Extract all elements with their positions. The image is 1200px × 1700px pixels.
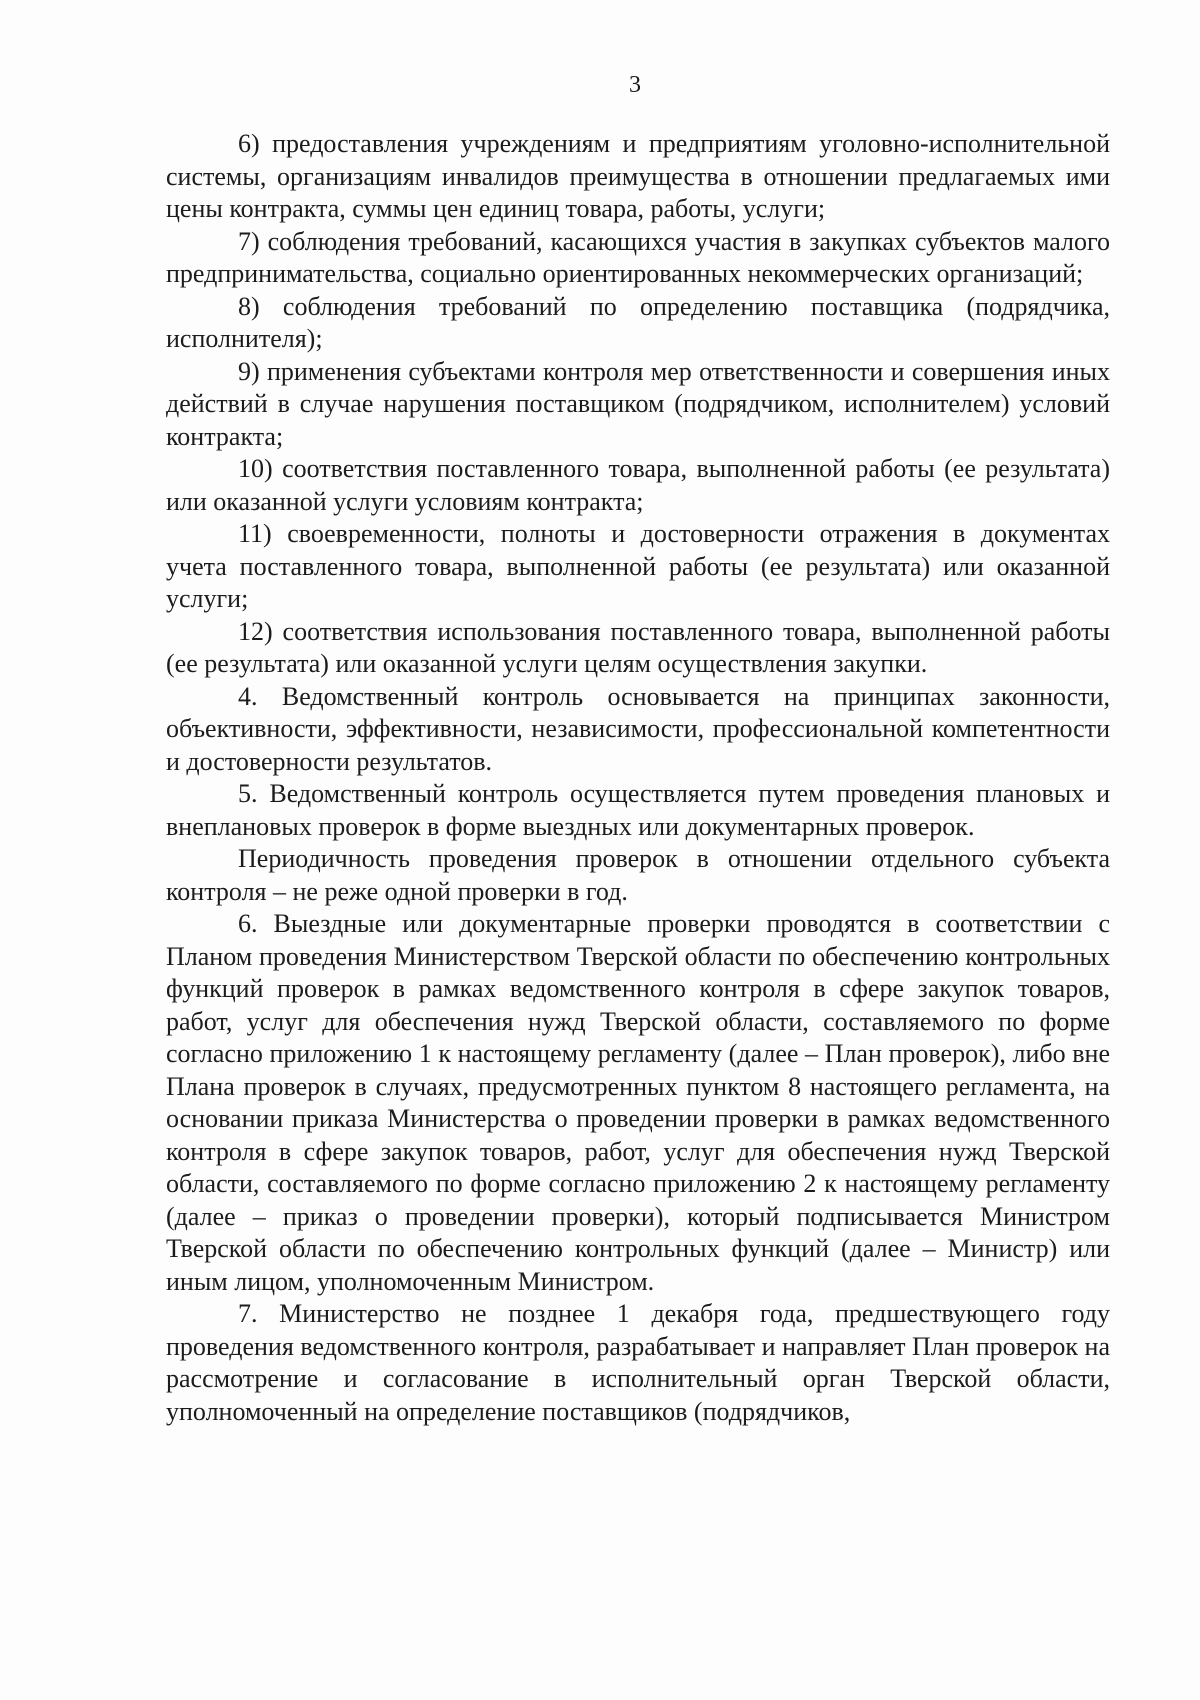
paragraph-item-11: 11) своевременности, полноты и достоверности отражения в документах учета поставленного товара, выполненной работы (ее результата) или оказанной услуги;	[166, 519, 1110, 613]
paragraph-clause-7: 7. Министерство не позднее 1 декабря года, предшествующего году проведения ведомственного контроля, разрабатывает и направляет План проверок на рассмотрение и согласование в исполнительный орган Тверской области, уполномоченный на определение поставщиков (подрядчиков,	[166, 1299, 1110, 1426]
paragraph-item-12: 12) соответствия использования поставленного товара, выполненной работы (ее результата) или оказанной услуги целям осуществления закупки.	[166, 616, 1110, 678]
paragraph-item-10: 10) соответствия поставленного товара, выполненной работы (ее результата) или оказанной услуги условиям контракта;	[166, 454, 1110, 516]
paragraph-clause-5: 5. Ведомственный контроль осуществляется путем проведения плановых и внеплановых проверок в форме выездных или документарных проверок.	[166, 779, 1110, 841]
document-body	[166, 128, 1110, 1428]
paragraph-periodicity: Периодичность проведения проверок в отношении отдельного субъекта контроля – не реже одной проверки в год.	[166, 844, 1110, 906]
paragraph-item-8: 8) соблюдения требований по определению поставщика (подрядчика, исполнителя);	[166, 291, 1110, 353]
paragraph-item-9: 9) применения субъектами контроля мер ответственности и совершения иных действий в случае нарушения поставщиком (подрядчиком, исполнителем) условий контракта;	[166, 356, 1110, 451]
page-number: 3	[629, 72, 641, 98]
paragraph-clause-4: 4. Ведомственный контроль основывается на принципах законности, объективности, эффективности, независимости, профессиональной компетентности и достоверности результатов.	[166, 681, 1110, 776]
paragraph-item-6: 6) предоставления учреждениям и предприятиям уголовно-исполнительной системы, организациям инвалидов преимущества в отношении предлагаемых ими цены контракта, суммы цен единиц товара, работы, услуги;	[166, 129, 1110, 223]
paragraph-item-7: 7) соблюдения требований, касающихся участия в закупках субъектов малого предпринимательства, социально ориентированных некоммерческих организаций;	[166, 226, 1110, 288]
paragraph-clause-6: 6. Выездные или документарные проверки проводятся в соответствии с Планом проведения Министерством Тверской области по обеспечению контрольных функций проверок в рамках ведомственного контроля в сфере закупок товаров, работ, услуг для обеспечения нужд Тверской области, составляемого по форме согласно приложению 1 к настоящему регламенту (далее – План проверок), либо вне Плана проверок в случаях, предусмотренных пунктом 8 настоящего регламента, на основании приказа Министерства о проведении проверки в рамках ведомственного контроля в сфере закупок товаров, работ, услуг для обеспечения нужд Тверской области, составляемого по форме согласно приложению 2 к настоящему регламенту (далее – приказ о проведении проверки), который подписывается Министром Тверской области по обеспечению контрольных функций (далее – Министр) или иным лицом, уполномоченным Министром.	[166, 909, 1110, 1296]
